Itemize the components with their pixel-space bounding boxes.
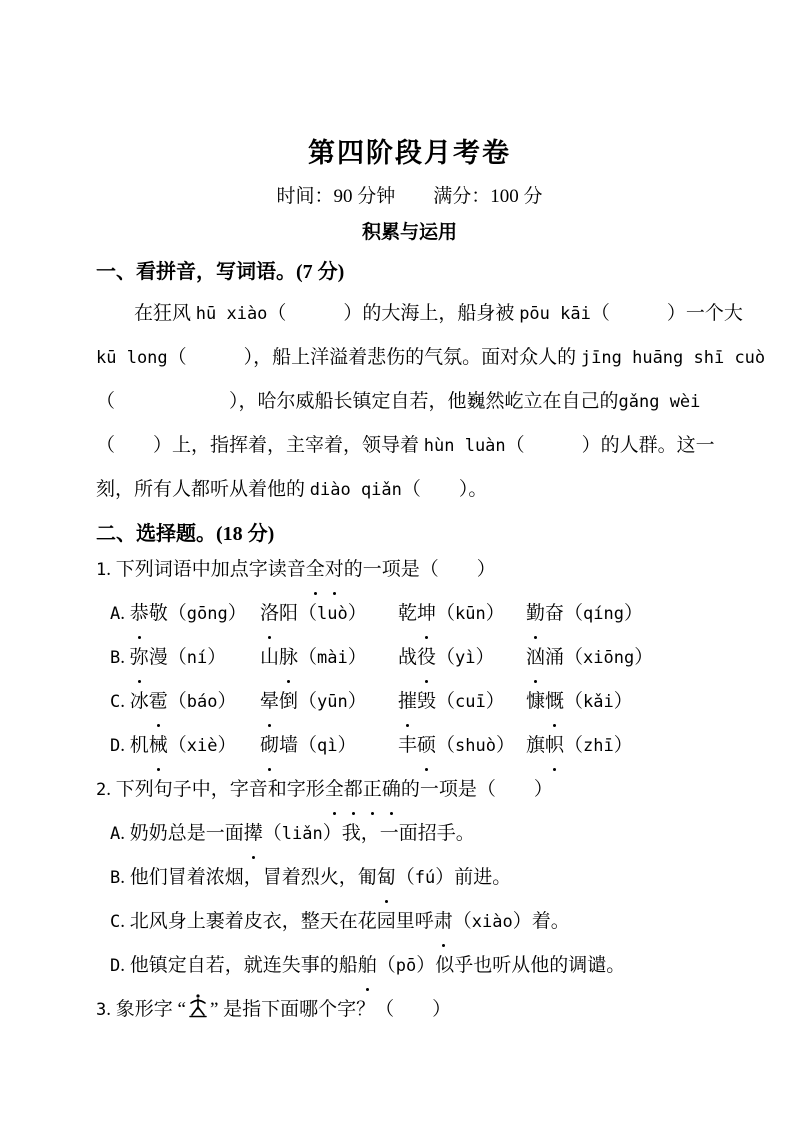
exam-info: 时间：90 分钟 满分：100 分 xyxy=(276,186,543,207)
option-word: A. 恭敬（gōng） xyxy=(110,592,260,636)
option-word: 汹涌（xiōng） xyxy=(526,636,723,680)
part2-heading: 二、选择题。(18 分) xyxy=(96,523,275,545)
page-title: 第四阶段月考卷 xyxy=(308,138,511,168)
question3-suffix: ” 是指下面哪个字？（ ） xyxy=(209,999,452,1020)
option-word: 山脉（mài） xyxy=(260,636,398,680)
part1-paragraph xyxy=(96,292,766,512)
question3-stem xyxy=(96,988,723,1032)
option-word: 旗帜（zhī） xyxy=(526,724,723,768)
option-row-c xyxy=(110,680,723,724)
option-word: B. 弥漫（ní） xyxy=(110,636,260,680)
option-word: 晕倒（yūn） xyxy=(260,680,398,724)
option-sentence-b: B. 他们冒着浓烟，冒着烈火，匍匐（fú）前进。 xyxy=(110,856,723,900)
part1-heading: 一、看拼音，写词语。(7 分) xyxy=(96,261,345,283)
question2-options xyxy=(96,812,723,988)
paragraph-line: （ ），哈尔威船长镇定自若，他巍然屹立在自己的gǎng wèi xyxy=(96,391,701,412)
question2-stem: 2. 下列句子中，字音和字形全都正确的一项是（ ） xyxy=(96,768,723,812)
paragraph-line: （ ）上，指挥着，主宰着，领导着 hùn luàn（ ）的人群。这一 xyxy=(96,435,715,456)
option-word: 乾坤（kūn） xyxy=(398,592,526,636)
question3-prefix: 3. 象形字 “ xyxy=(96,999,186,1020)
option-word: 战役（yì） xyxy=(398,636,526,680)
option-word: D. 机械（xiè） xyxy=(110,724,260,768)
option-row-a xyxy=(110,592,723,636)
section-title: 积累与运用 xyxy=(361,222,457,243)
option-row-b xyxy=(110,636,723,680)
oracle-character-icon xyxy=(188,993,208,1020)
option-word: 慷慨（kǎi） xyxy=(526,680,723,724)
option-sentence-a: A. 奶奶总是一面撵（liǎn）我，一面招手。 xyxy=(110,812,723,856)
option-word: 砌墙（qì） xyxy=(260,724,398,768)
paragraph-line: 刻，所有人都听从着他的 diào qiǎn（ ）。 xyxy=(96,479,488,500)
option-word: C. 冰雹（báo） xyxy=(110,680,260,724)
option-sentence-d: D. 他镇定自若，就连失事的船舶（pō）似乎也听从他的调谴。 xyxy=(110,944,723,988)
option-word: 丰硕（shuò） xyxy=(398,724,526,768)
paragraph-line: 在狂风 hū xiào（ ）的大海上，船身被 pōu kāi（ ）一个大 xyxy=(134,303,743,324)
question1-options xyxy=(110,592,723,768)
paragraph-line: kū long（ ），船上洋溢着悲伤的气氛。面对众人的 jīng huāng shī cuò xyxy=(96,347,766,368)
question1-stem: 1. 下列词语中加点字读音全对的一项是（ ） xyxy=(96,548,723,592)
option-sentence-c: C. 北风身上裹着皮衣，整天在花园里呼肃（xiào）着。 xyxy=(110,900,723,944)
option-word: 洛阳（luò） xyxy=(260,592,398,636)
option-row-d xyxy=(110,724,723,768)
option-word: 勤奋（qíng） xyxy=(526,592,723,636)
option-word: 摧毁（cuī） xyxy=(398,680,526,724)
